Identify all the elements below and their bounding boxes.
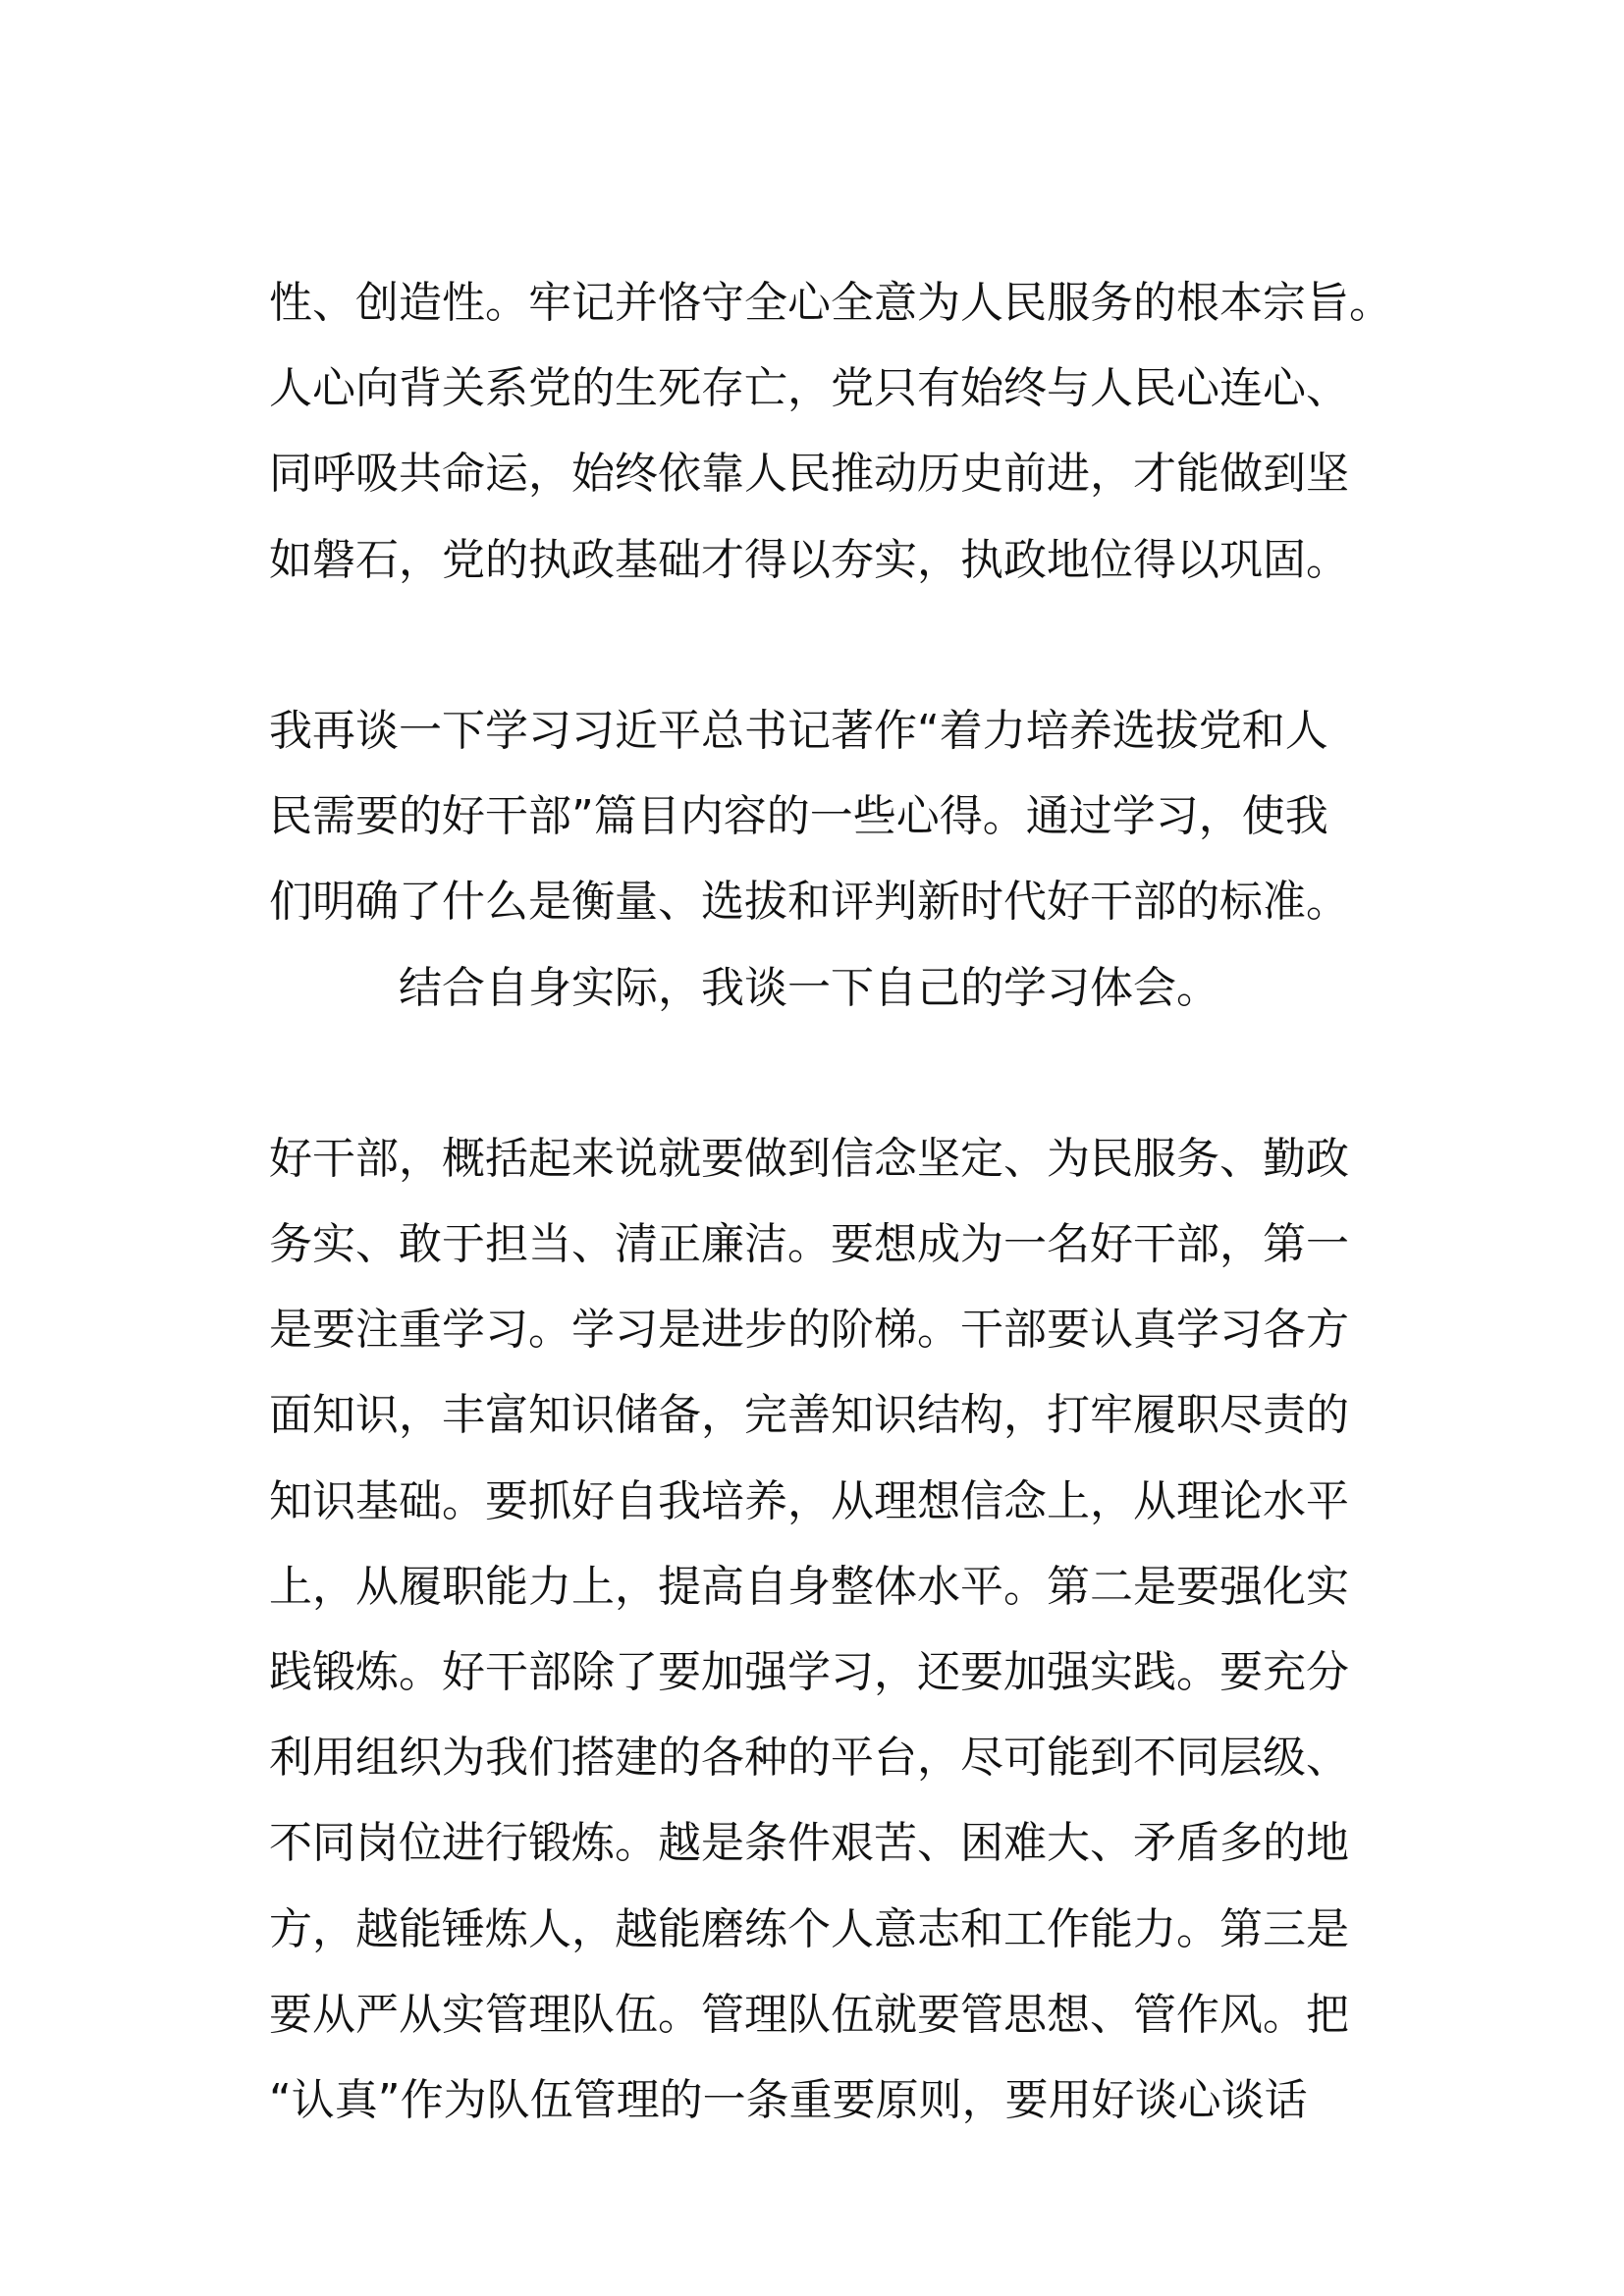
paragraph bbox=[269, 688, 1408, 1031]
text-line: 好干部，概括起来说就要做到信念坚定、为民服务、勤政 bbox=[269, 1133, 1349, 1184]
text-line: 们明确了什么是衡量、选拔和评判新时代好干部的标准。 bbox=[269, 877, 1349, 928]
text-line: 同呼吸共命运，始终依靠人民推动历史前进，才能做到坚 bbox=[269, 449, 1349, 500]
text-line: 知识基础。要抓好自我培养，从理想信念上，从理论水平 bbox=[269, 1475, 1349, 1526]
paragraph bbox=[269, 260, 1408, 603]
paragraph-spacer bbox=[269, 1031, 1408, 1116]
text-line: 面知识，丰富知识储备，完善知识结构，打牢履职尽责的 bbox=[269, 1390, 1349, 1441]
indented-text-line: 结合自身实际，我谈一下自己的学习体会。 bbox=[399, 962, 1219, 1013]
text-line: 务实、敢于担当、清正廉洁。要想成为一名好干部，第一 bbox=[269, 1219, 1349, 1270]
text-line: 我再谈一下学习习近平总书记著作“着力培养选拔党和人 bbox=[269, 705, 1328, 756]
text-line: 性、创造性。牢记并恪守全心全意为人民服务的根本宗旨。 bbox=[269, 278, 1392, 328]
document-page bbox=[269, 260, 1408, 2143]
text-line: 利用组织为我们搭建的各种的平台，尽可能到不同层级、 bbox=[269, 1733, 1349, 1784]
text-line: 人心向背关系党的生死存亡，党只有始终与人民心连心、 bbox=[269, 363, 1349, 414]
text-line: 要从严从实管理队伍。管理队伍就要管思想、管作风。把 bbox=[269, 1989, 1349, 2040]
text-line: 如磐石，党的执政基础才得以夯实，执政地位得以巩固。 bbox=[269, 534, 1349, 585]
text-line: 践锻炼。好干部除了要加强学习，还要加强实践。要充分 bbox=[269, 1647, 1349, 1697]
text-line: 上，从履职能力上，提高自身整体水平。第二是要强化实 bbox=[269, 1561, 1349, 1612]
text-line: 是要注重学习。学习是进步的阶梯。干部要认真学习各方 bbox=[269, 1305, 1349, 1356]
text-line: 方，越能锤炼人，越能磨练个人意志和工作能力。第三是 bbox=[269, 1903, 1349, 1954]
paragraph-spacer bbox=[269, 603, 1408, 688]
paragraph bbox=[269, 1116, 1408, 2143]
text-line: 民需要的好干部”篇目内容的一些心得。通过学习，使我 bbox=[269, 791, 1328, 842]
text-line: 不同岗位进行锻炼。越是条件艰苦、困难大、矛盾多的地 bbox=[269, 1818, 1349, 1869]
text-line: “认真”作为队伍管理的一条重要原则，要用好谈心谈话 bbox=[269, 2074, 1308, 2125]
